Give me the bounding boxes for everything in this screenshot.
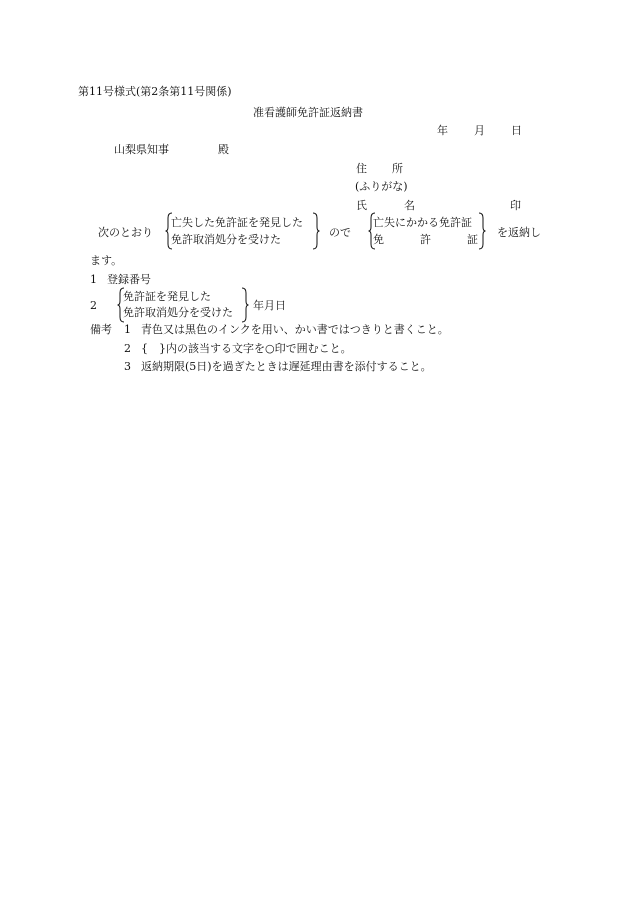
statement-prefix: 次のとおり (98, 226, 153, 239)
item1-number: 1 (90, 273, 97, 286)
address-label-1: 住 (356, 162, 367, 175)
right-brace-close-3 (241, 287, 249, 323)
document-title: 准看護師免許証返納書 (253, 106, 363, 119)
address-label-2: 所 (392, 162, 403, 175)
note2-number: 2 (124, 342, 131, 355)
date-month-label: 月 (474, 124, 485, 137)
addressee-honorific: 殿 (218, 143, 229, 156)
date-year-label: 年 (437, 124, 448, 137)
statement-option-lost-license: 亡失にかかる免許証 (373, 216, 472, 229)
note1-number: 1 (124, 323, 131, 336)
right-brace-close-2 (478, 212, 486, 250)
item2-number: 2 (90, 299, 97, 312)
item2-option-found: 免許証を発見した (123, 290, 211, 303)
note3-number: 3 (124, 360, 131, 373)
statement-option-license-1: 免 (373, 233, 384, 246)
statement-option-revoked: 免許取消処分を受けた (171, 233, 281, 246)
notes-heading: 備考 (90, 323, 112, 336)
statement-suffix: を返納し (497, 226, 541, 239)
date-day-label: 日 (511, 124, 522, 137)
item2-option-revoked: 免許取消処分を受けた (123, 306, 233, 319)
furigana-label: (ふりがな) (355, 180, 408, 193)
statement-option-found: 亡失した免許証を発見した (171, 216, 303, 229)
name-label-2: 名 (404, 199, 415, 212)
statement-continuation: ます。 (90, 254, 123, 267)
item2-suffix: 年月日 (253, 299, 286, 312)
statement-connector: ので (329, 226, 351, 239)
statement-option-license-2: 許 (420, 233, 431, 246)
note3-text: 返納期限(5日)を過ぎたときは遅延理由書を添付すること。 (141, 360, 432, 373)
addressee-name: 山梨県知事 (114, 143, 169, 156)
note2-text: { }内の該当する文字を○印で囲むこと。 (141, 342, 352, 355)
right-brace-close-1 (312, 212, 320, 250)
seal-mark: 印 (510, 199, 521, 212)
item1-label: 登録番号 (107, 273, 151, 286)
form-number: 第11号様式(第2条第11号関係) (78, 85, 232, 98)
statement-option-license-3: 証 (467, 233, 478, 246)
note1-text: 青色又は黒色のインクを用い、かい書ではつきりと書くこと。 (141, 323, 449, 336)
name-label-1: 氏 (356, 199, 367, 212)
